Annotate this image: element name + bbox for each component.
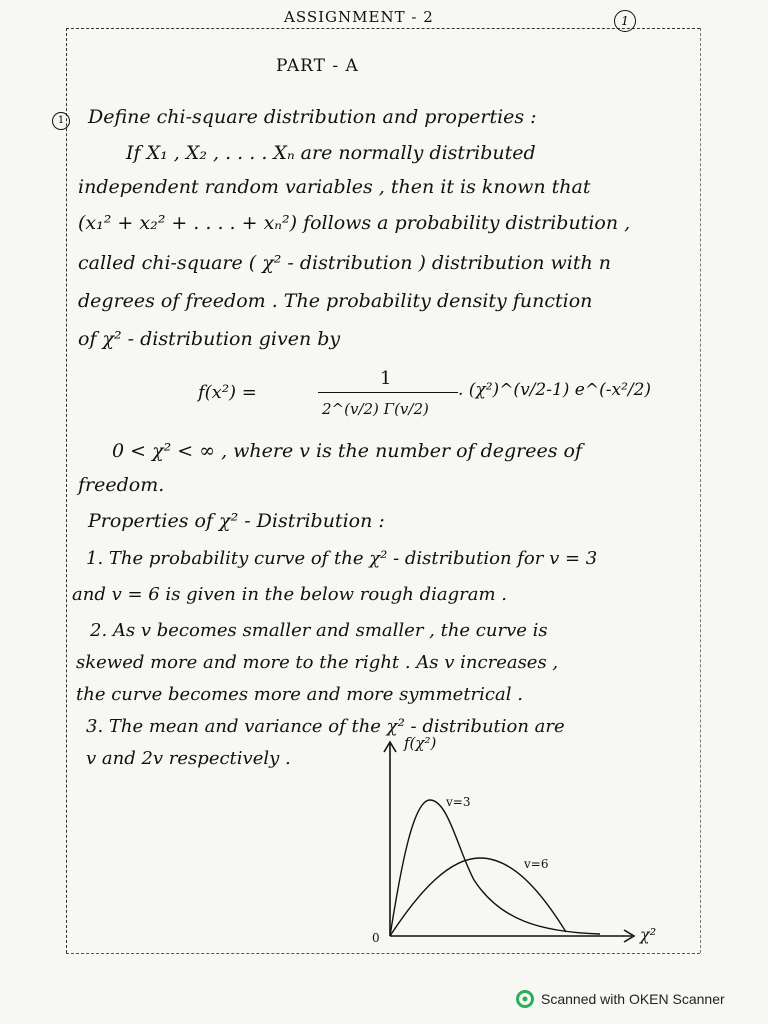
question-line: degrees of freedom . The probability density function — [78, 290, 593, 312]
question-line: of χ² - distribution given by — [78, 328, 341, 350]
properties-heading: Properties of χ² - Distribution : — [88, 510, 385, 532]
question-line: (x₁² + x₂² + . . . . + xₙ²) follows a probability distribution , — [78, 212, 631, 234]
question-number-badge: 1 — [52, 112, 70, 130]
scanner-watermark: Scanned with OKEN Scanner — [541, 991, 725, 1007]
property-line: and v = 6 is given in the below rough diagram . — [72, 584, 507, 605]
scanner-logo-icon — [516, 990, 534, 1008]
series-label-v6: v=6 — [524, 857, 549, 871]
y-axis-label: f(χ²) — [404, 734, 437, 752]
property-line: v and 2v respectively . — [86, 748, 291, 769]
question-line: independent random variables , then it is known that — [78, 176, 591, 198]
formula-denominator: 2^(v/2) Γ(v/2) — [322, 400, 429, 418]
x-axis-label: χ² — [640, 925, 657, 944]
question-line: Define chi-square distribution and properties : — [88, 106, 537, 128]
domain-line: 0 < χ² < ∞ , where v is the number of degrees of — [112, 440, 582, 462]
property-line: 3. The mean and variance of the χ² - distribution are — [86, 716, 565, 737]
assignment-title: ASSIGNMENT - 2 — [284, 8, 434, 26]
property-line: 1. The probability curve of the χ² - distribution for v = 3 — [86, 548, 598, 569]
property-line: skewed more and more to the right . As v increases , — [76, 652, 559, 673]
curve-v3 — [390, 800, 600, 936]
formula-lhs: f(x²) = — [198, 382, 257, 403]
property-line: the curve becomes more and more symmetrical . — [76, 684, 523, 705]
question-line: called chi-square ( χ² - distribution ) distribution with n — [78, 252, 612, 274]
property-line: 2. As v becomes smaller and smaller , the curve is — [90, 620, 548, 641]
formula-numerator: 1 — [380, 368, 392, 389]
origin-label: 0 — [372, 931, 380, 945]
page-number-badge: 1 — [614, 10, 636, 32]
series-label-v3: v=3 — [446, 795, 471, 809]
question-line: If X₁ , X₂ , . . . . Xₙ are normally distributed — [126, 142, 536, 164]
part-title: PART - A — [276, 56, 359, 76]
domain-line-continued: freedom. — [78, 474, 165, 496]
formula-rhs: . (χ²)^(v/2-1) e^(-x²/2) — [458, 380, 652, 400]
